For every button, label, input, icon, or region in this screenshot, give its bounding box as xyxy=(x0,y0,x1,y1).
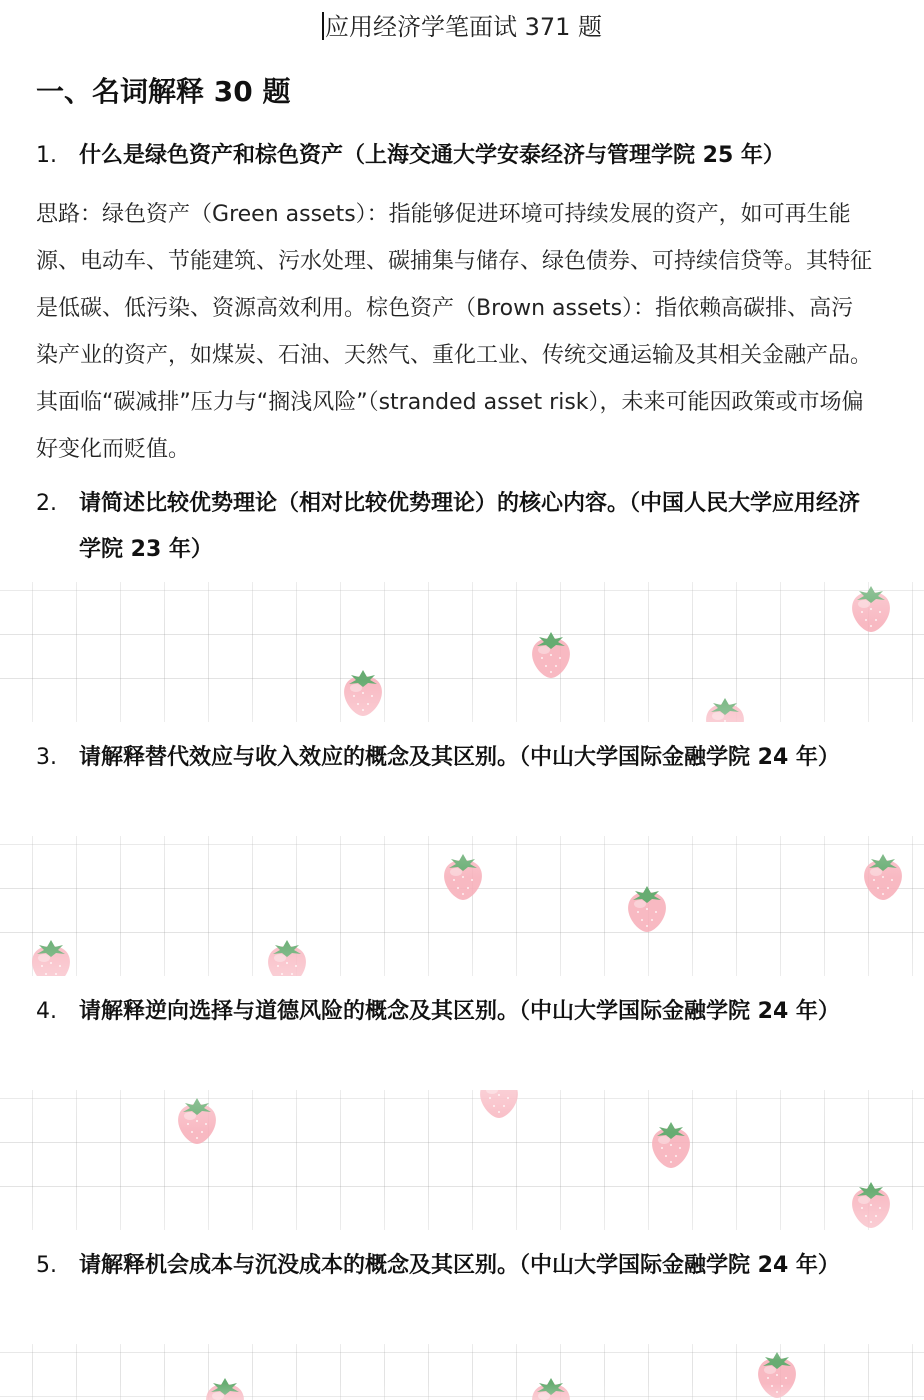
strawberry-icon xyxy=(700,694,750,722)
strawberry-icon xyxy=(526,1374,576,1400)
strawberry-icon xyxy=(262,936,312,976)
strawberry-icon xyxy=(26,936,76,976)
question-text: 请解释机会成本与沉没成本的概念及其区别。（中山大学国际金融学院 24 年） xyxy=(79,1253,840,1278)
question-text: 请解释逆向选择与道德风险的概念及其区别。（中山大学国际金融学院 24 年） xyxy=(79,999,840,1024)
answer-label: 思路： xyxy=(36,202,103,227)
answer-grid-2 xyxy=(0,582,924,722)
answer-grid-3 xyxy=(0,836,924,976)
question-text: 请简述比较优势理论（相对比较优势理论）的核心内容。（中国人民大学应用经济学院 23 年） xyxy=(79,491,861,562)
strawberry-icon xyxy=(474,1090,524,1120)
question-number: 1. xyxy=(36,143,57,168)
question-2 xyxy=(36,481,876,573)
question-3 xyxy=(36,735,876,781)
question-number: 3. xyxy=(36,745,57,770)
strawberry-icon xyxy=(526,628,576,680)
strawberry-icon xyxy=(438,850,488,902)
answer-grid-4 xyxy=(0,1090,924,1230)
section-heading: 一、名词解释 30 题 xyxy=(36,75,291,108)
question-number: 5. xyxy=(36,1253,57,1278)
answer-1 xyxy=(36,191,872,473)
strawberry-icon xyxy=(172,1094,222,1146)
strawberry-icon xyxy=(858,850,908,902)
answer-grid-5 xyxy=(0,1344,924,1400)
question-text: 什么是绿色资产和棕色资产（上海交通大学安泰经济与管理学院 25 年） xyxy=(79,143,785,168)
strawberry-icon xyxy=(646,1118,696,1170)
document-title: 应用经济学笔面试 371 题 xyxy=(0,10,924,44)
question-text: 请解释替代效应与收入效应的概念及其区别。（中山大学国际金融学院 24 年） xyxy=(79,745,840,770)
strawberry-icon xyxy=(622,882,672,934)
strawberry-icon xyxy=(846,582,896,634)
question-1 xyxy=(36,133,876,179)
strawberry-icon xyxy=(752,1348,802,1400)
strawberry-icon xyxy=(338,666,388,718)
answer-text: 绿色资产（Green assets）：指能够促进环境可持续发展的资产，如可再生能源、电动车、节能建筑、污水处理、碳捕集与储存、绿色债券、可持续信贷等。其特征是低碳、低污染、资源高效利用。棕色资产（Brown assets）：指依赖高碳排、高污染产业的资产，如煤炭、石油、天然气、重化工业、传统交通运输及其相关金融产品。其面临“碳减排”压力与“搁浅风险”（stranded asset risk），未来可能因政策或市场偏好变化而贬值。 xyxy=(36,202,873,462)
question-4 xyxy=(36,989,876,1035)
question-5 xyxy=(36,1243,876,1289)
question-number: 4. xyxy=(36,999,57,1024)
question-number: 2. xyxy=(36,491,57,516)
strawberry-icon xyxy=(200,1374,250,1400)
text-cursor xyxy=(322,12,324,40)
strawberry-icon xyxy=(846,1178,896,1230)
